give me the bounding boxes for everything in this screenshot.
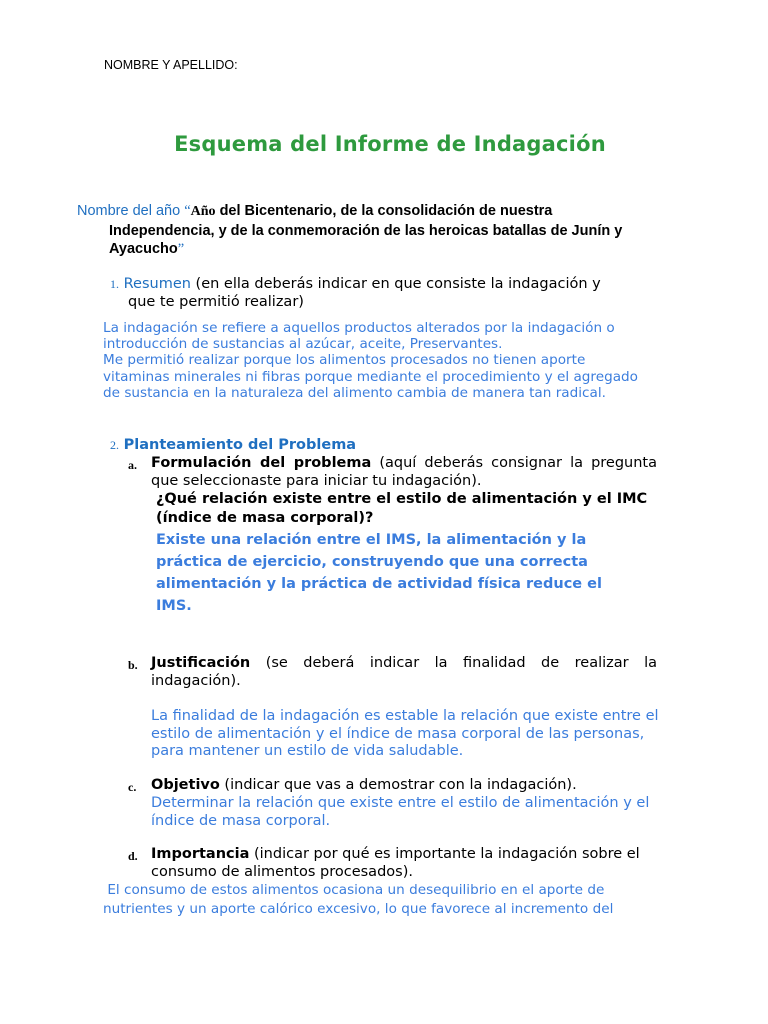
section1-answer-line: Me permitió realizar porque los alimentos procesados no tienen aporte <box>103 352 586 369</box>
year-text-line3-wrap <box>77 240 677 259</box>
section1-heading <box>110 276 670 294</box>
item-d-text <box>151 846 663 881</box>
section1-answer <box>103 320 703 401</box>
page-title: Esquema del Informe de Indagación <box>174 132 606 156</box>
name-label: NOMBRE Y APELLIDO: <box>104 58 238 72</box>
item-b-answer: La finalidad de la indagación es estable la relación que existe entre el estilo de alimentación y el índice de masa corporal de las personas, para mantener un estilo de vida saludable. <box>151 708 659 759</box>
section1-answer-line: La indagación se refiere a aquellos productos alterados por la indagación o <box>103 320 615 336</box>
item-d-answer-line: El consumo de estos alimentos ocasiona un desequilibrio en el aporte de <box>103 882 605 898</box>
item-b-text <box>151 655 657 690</box>
item-d-answer <box>103 881 703 918</box>
section1-answer-line: introducción de sustancias al azúcar, aceite, Preservantes. <box>103 336 503 353</box>
section1-instruction-line2: que te permitió realizar) <box>128 294 304 310</box>
year-text-line3: Ayacucho <box>109 241 178 257</box>
item-d-heading: Importancia <box>151 846 250 862</box>
item-a-text <box>151 455 657 490</box>
section2-heading <box>110 437 670 455</box>
year-anio-word: Año <box>190 204 216 219</box>
section2-number: 2. <box>110 438 119 452</box>
section1-instruction-line1: (en ella deberás indicar en que consiste la indagación y <box>190 276 601 292</box>
section1-title: Resumen <box>123 276 191 292</box>
item-a-instruction: (aquí deberás consignar la pregunta que seleccionaste para iniciar tu indagación). <box>151 455 657 489</box>
item-d-letter: d. <box>128 849 138 863</box>
close-quote: ” <box>177 241 185 257</box>
item-c-heading: Objetivo <box>151 777 220 793</box>
section1-answer-line: vitaminas minerales ni fibras porque mediante el procedimiento y el agregado <box>103 368 638 385</box>
item-a-answer: Existe una relación entre el IMS, la alimentación y la práctica de ejercicio, construyendo que una correcta alimentación y la práctica de actividad física reduce el IMS. <box>156 532 602 614</box>
section2-title: Planteamiento del Problema <box>123 437 357 453</box>
item-a-question: ¿Qué relación existe entre el estilo de alimentación y el IMC (índice de masa corporal)? <box>156 491 648 526</box>
item-c-answer: Determinar la relación que existe entre el estilo de alimentación y el índice de masa corporal. <box>151 795 650 829</box>
section1-number: 1. <box>110 277 119 291</box>
year-text-line2: Independencia, y de la conmemoración de las heroicas batallas de Junín y <box>109 222 623 239</box>
year-text-line1: del Bicentenario, de la consolidación de nuestra <box>215 203 553 219</box>
item-c-instruction: (indicar que vas a demostrar con la indagación). <box>219 777 577 793</box>
item-c-letter: c. <box>128 780 137 794</box>
year-label: Nombre del año <box>77 203 181 219</box>
open-quote: “ <box>184 203 191 219</box>
item-d-instruction: (indicar por qué es importante la indagación sobre el consumo de alimentos procesados). <box>151 846 640 880</box>
item-d-answer-line: nutrientes y un aporte calórico excesivo, lo que favorece al incremento del <box>103 900 614 917</box>
year-name-block <box>77 202 677 259</box>
section1-answer-line: de sustancia en la naturaleza del alimento cambia de manera tan radical. <box>103 384 606 401</box>
item-b-instruction: (se deberá indicar la finalidad de realizar la indagación). <box>151 655 657 689</box>
item-b-letter: b. <box>128 658 138 672</box>
item-a-letter: a. <box>128 458 137 472</box>
item-a-heading: Formulación del problema <box>151 455 372 471</box>
item-b-heading: Justificación <box>151 655 251 671</box>
item-c-text <box>151 777 661 795</box>
